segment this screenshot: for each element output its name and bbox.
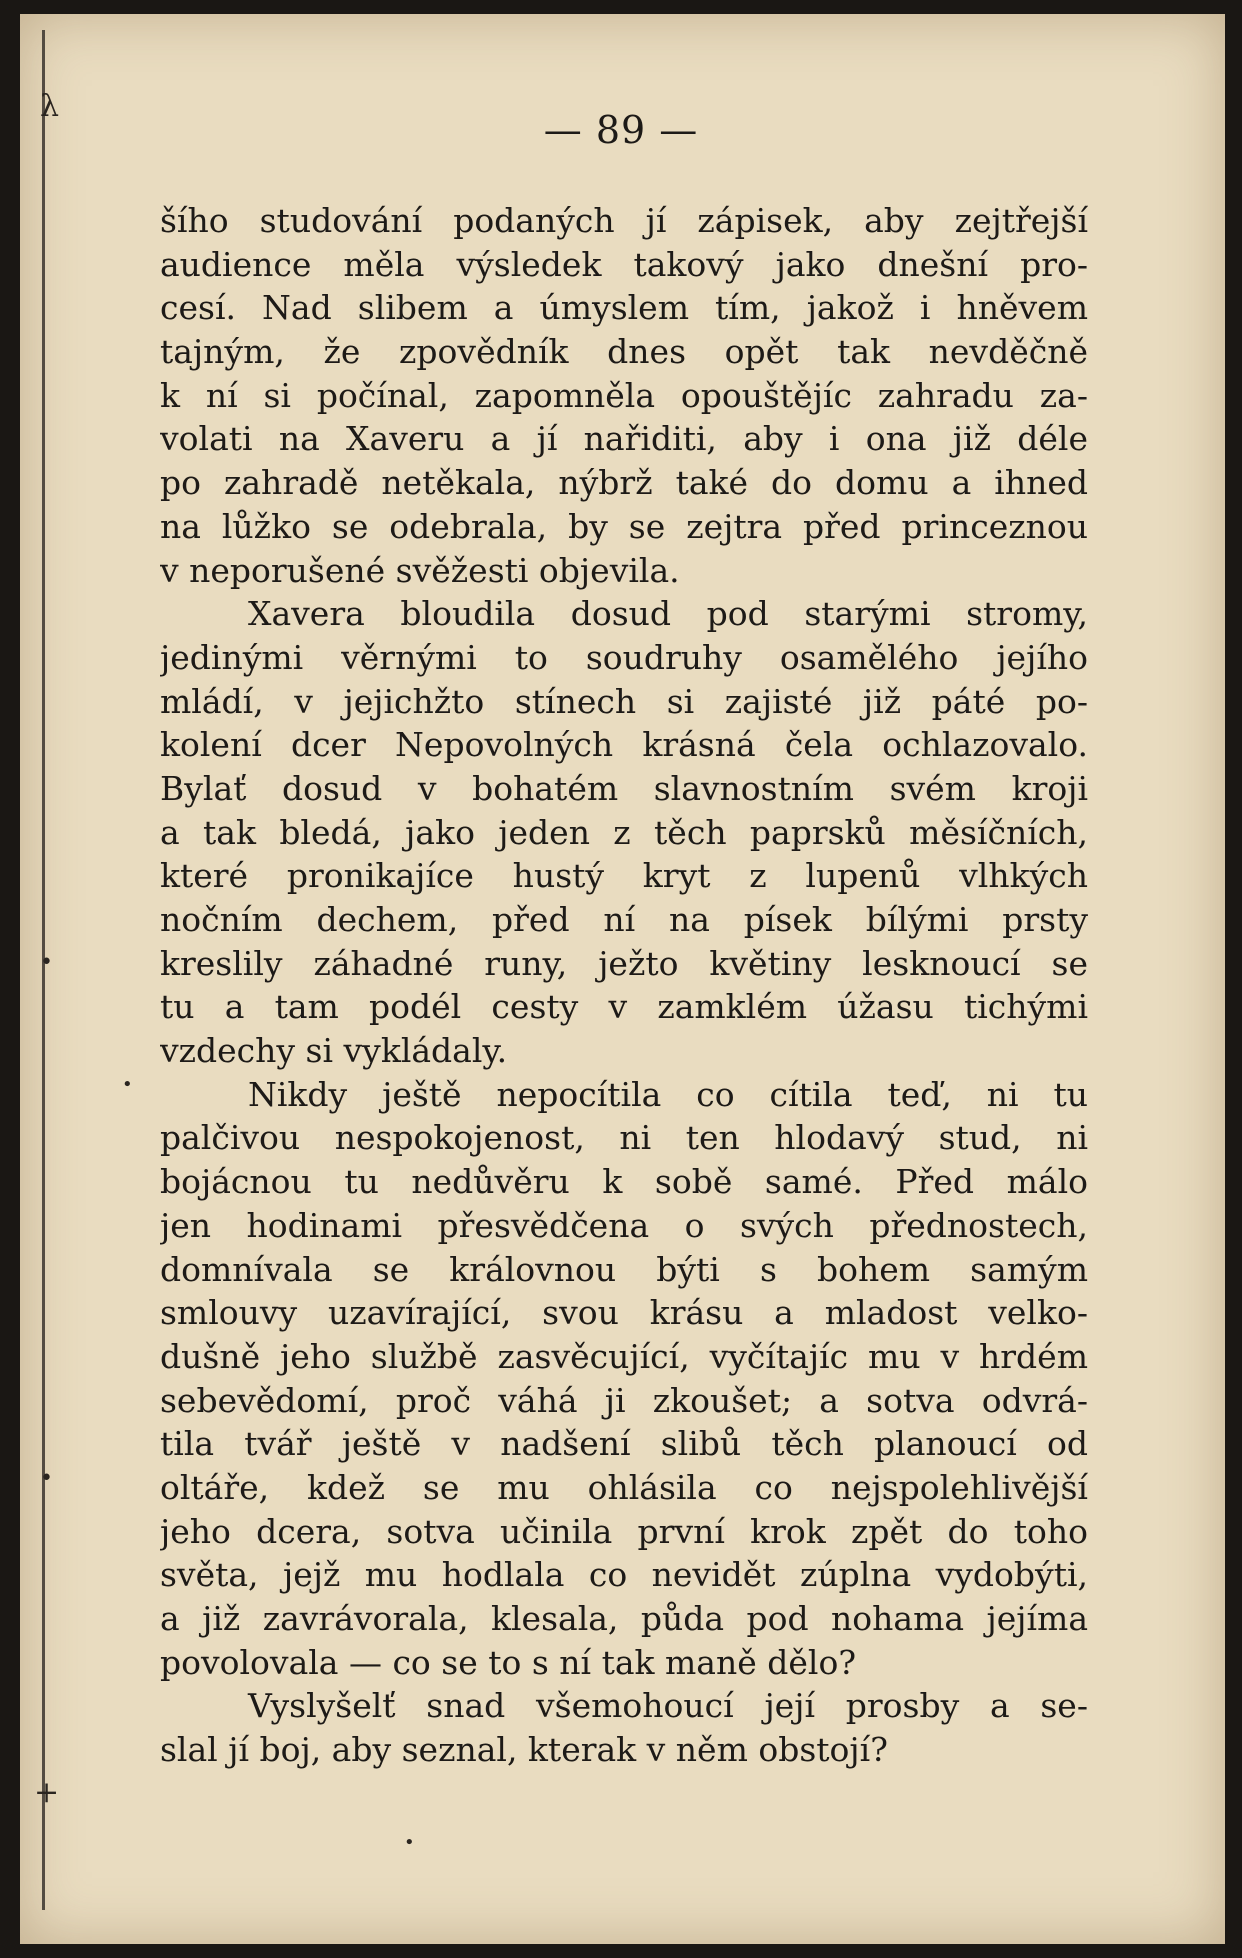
text-line: dušně jeho službě zasvěcující, vyčítajíc mu v hrdém <box>160 1336 1088 1376</box>
text-line: audience měla výsledek takový jako dnešní pro- <box>160 244 1088 284</box>
margin-cross: + <box>34 1775 60 1810</box>
text-line: jeho dcera, sotva učinila první krok zpět do toho <box>160 1511 1088 1551</box>
text-line: povolovala — co se to s ní tak maně dělo? <box>160 1642 857 1682</box>
text-line: domnívala se královnou býti s bohem samým <box>160 1249 1088 1289</box>
text-line: sebevědomí, proč váhá ji zkoušet; a sotva odvrá- <box>160 1380 1088 1420</box>
text-line: v neporušené svěžesti objevila. <box>160 550 680 590</box>
text-line: slal jí boj, aby seznal, kterak v něm obstojí? <box>160 1730 888 1770</box>
text-line: k ní si počínal, zapomněla opouštějíc zahradu za- <box>160 375 1088 415</box>
text-line: kreslily záhadné runy, ježto květiny lesknoucí se <box>160 943 1088 983</box>
text-line: Xavera bloudila dosud pod starými stromy, <box>248 594 1088 634</box>
margin-mark-middle: • <box>40 950 53 975</box>
text-line: Vyslyšelť snad všemohoucí její prosby a se- <box>248 1686 1088 1726</box>
margin-dot: • <box>122 1074 133 1095</box>
text-line: a již zavrávorala, klesala, půda pod nohama jejíma <box>160 1599 1088 1638</box>
margin-mark-top: λ <box>40 89 60 124</box>
text-line: smlouvy uzavírající, svou krásu a mladost velko- <box>160 1293 1088 1333</box>
page-number: — 89 — <box>543 108 699 152</box>
text-line: palčivou nespokojenost, ni ten hlodavý stud, ni <box>160 1118 1088 1158</box>
text-line: šího studování podaných jí zápisek, aby zejtřejší <box>160 201 1088 240</box>
text-line: bojácnou tu nedůvěru k sobě samé. Před málo <box>160 1162 1088 1202</box>
text-line: jen hodinami přesvědčena o svých přednostech, <box>160 1205 1088 1245</box>
text-line: Bylať dosud v bohatém slavnostním svém kroji <box>160 768 1088 808</box>
page-body-text <box>160 199 1088 1772</box>
text-line: Nikdy ještě nepocítila co cítila teď, ni tu <box>248 1074 1088 1114</box>
text-line: na lůžko se odebrala, by se zejtra před princeznou <box>160 506 1088 546</box>
text-line: a tak bledá, jako jeden z těch paprsků měsíčních, <box>160 812 1088 852</box>
margin-mark-lower: • <box>40 1466 53 1491</box>
text-line: vzdechy si vykládaly. <box>160 1031 508 1071</box>
text-line: tila tvář ještě v nadšení slibů těch planoucí od <box>160 1424 1088 1464</box>
text-line: oltáře, kdež se mu ohlásila co nejspolehlivější <box>160 1467 1088 1507</box>
text-line: nočním dechem, před ní na písek bílými prsty <box>160 900 1088 939</box>
text-line: tajným, že zpovědník dnes opět tak nevděčně <box>160 332 1088 372</box>
text-line: mládí, v jejichžto stínech si zajisté již páté po- <box>160 681 1088 721</box>
text-line: cesí. Nad slibem a úmyslem tím, jakož i hněvem <box>160 288 1088 328</box>
text-line: světa, jejž mu hodlala co nevidět zúplna vydobýti, <box>160 1555 1088 1595</box>
text-line: volati na Xaveru a jí nařiditi, aby i ona již déle <box>160 419 1088 459</box>
text-line: tu a tam podél cesty v zamklém úžasu tichými <box>160 987 1088 1027</box>
page-speck: • <box>404 1832 415 1853</box>
text-line: kolení dcer Nepovolných krásná čela ochlazovalo. <box>160 725 1088 765</box>
text-line: jedinými věrnými to soudruhy osamělého jejího <box>160 637 1088 677</box>
text-line: po zahradě netěkala, nýbrž také do domu a ihned <box>160 463 1088 503</box>
text-line: které pronikajíce hustý kryt z lupenů vlhkých <box>160 856 1088 896</box>
